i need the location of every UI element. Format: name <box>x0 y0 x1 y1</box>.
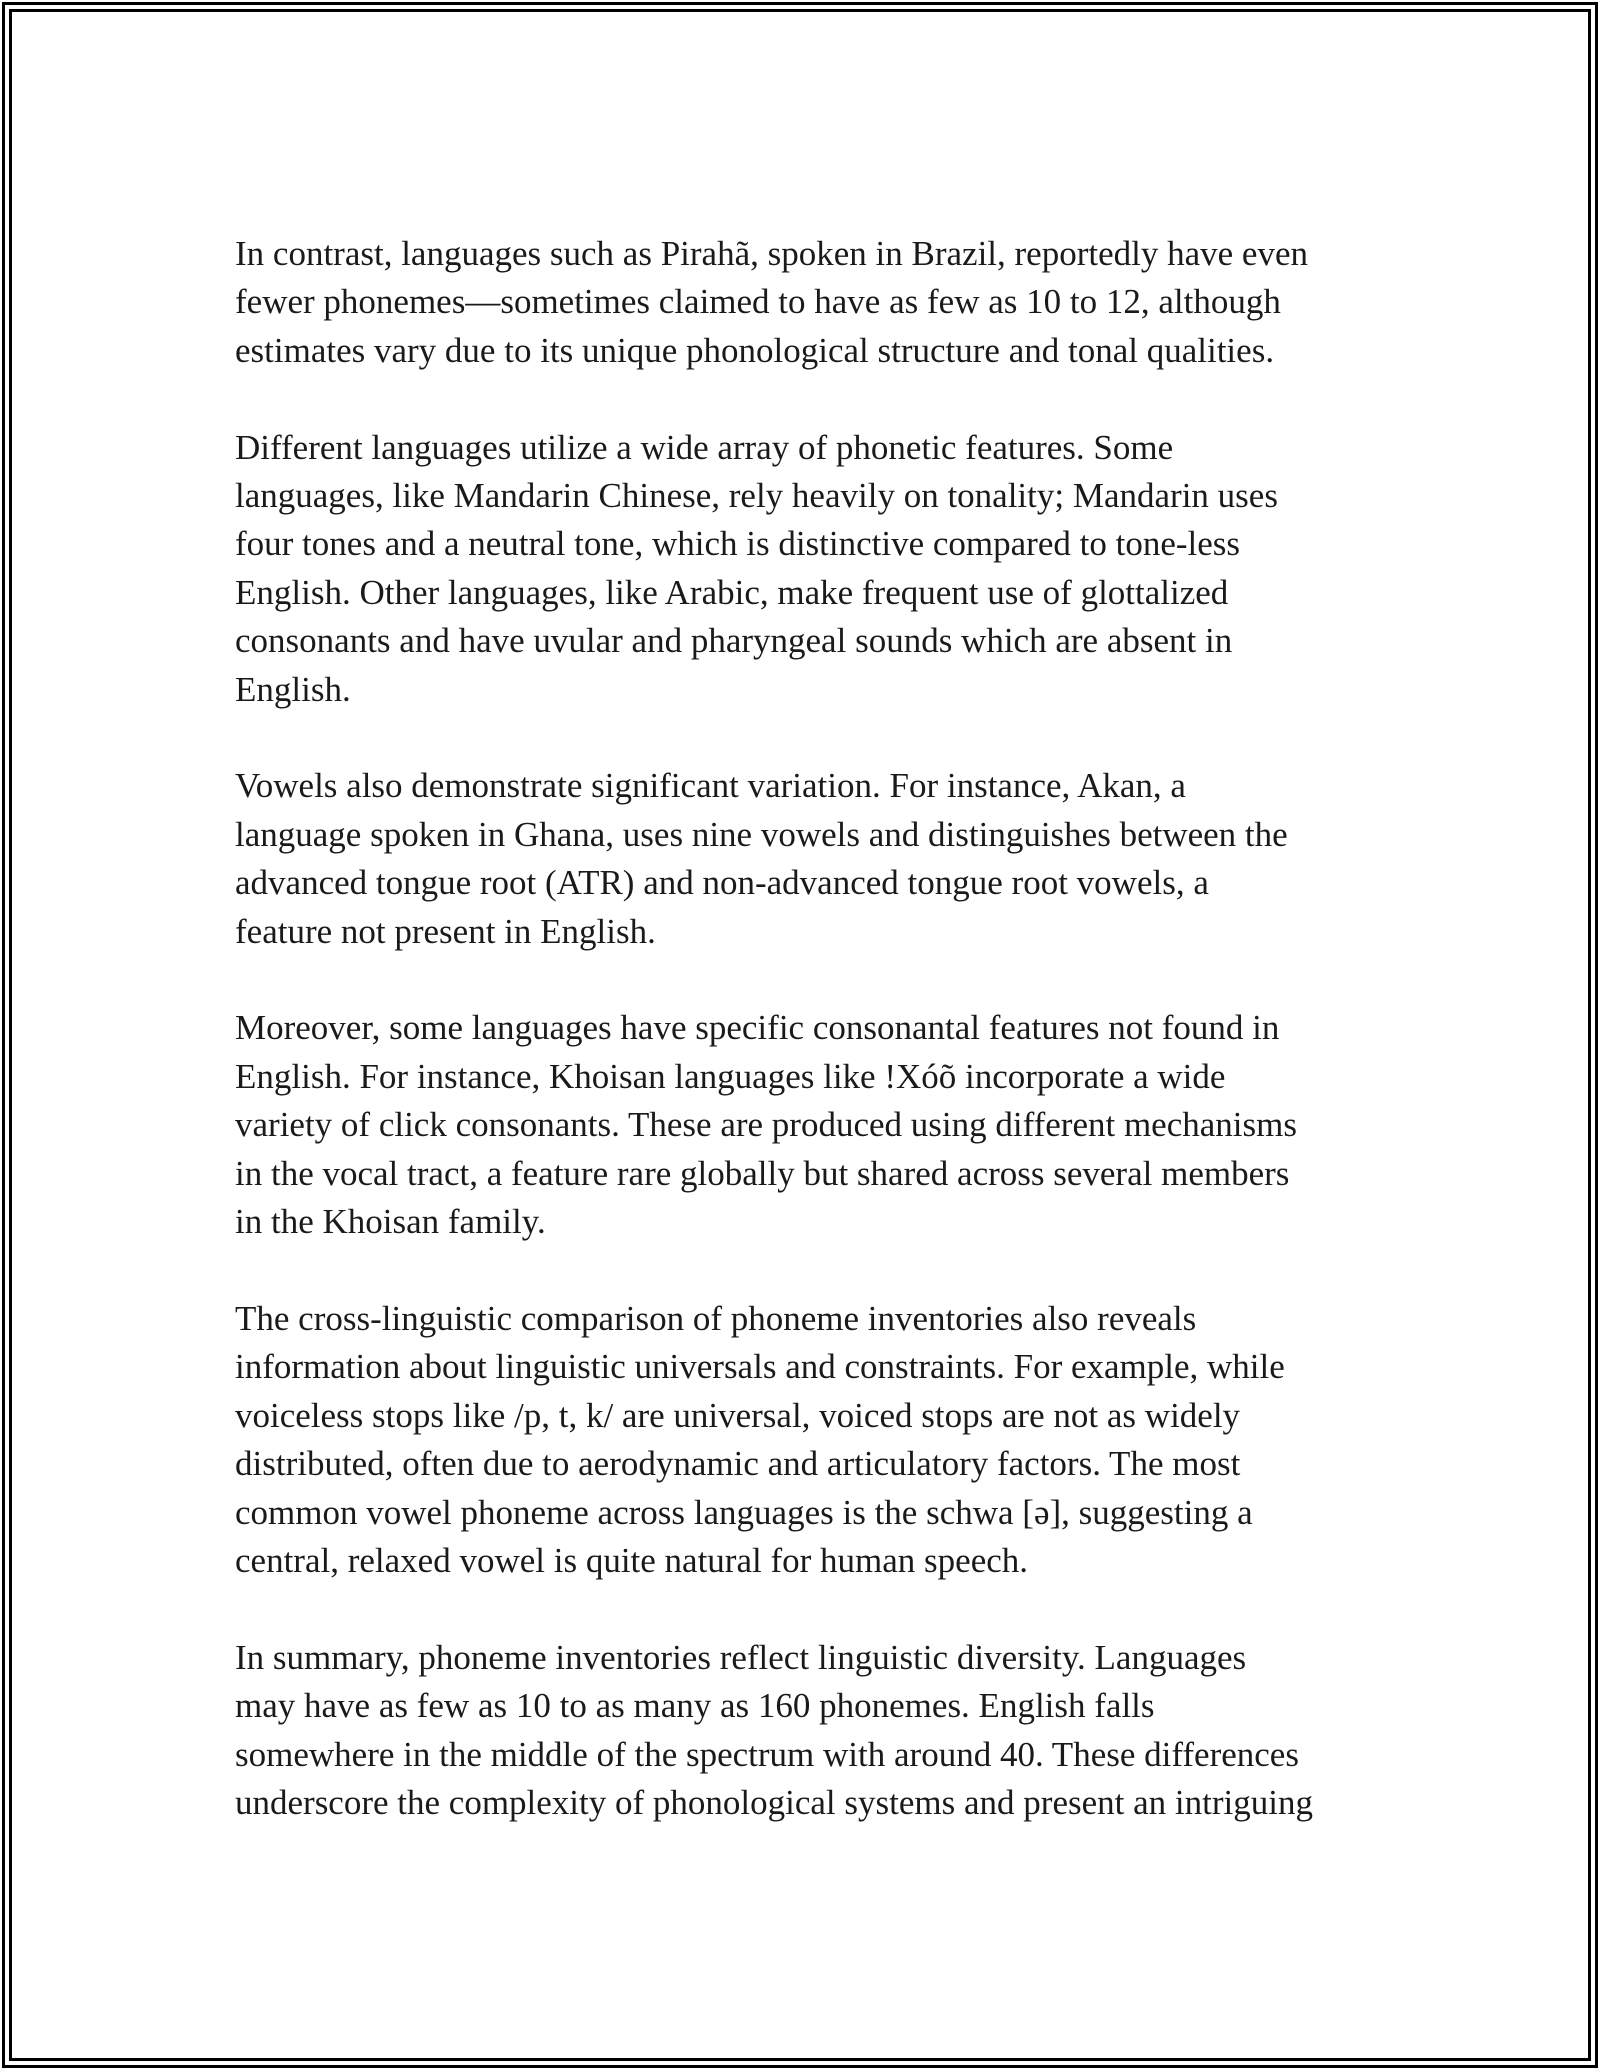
text-line: feature not present in English. <box>235 911 656 951</box>
text-line: in the Khoisan family. <box>235 1202 546 1242</box>
text-line: advanced tongue root (ATR) and non-advanced tongue root vowels, a <box>235 863 1209 903</box>
text-line: In contrast, languages such as Pirahã, spoken in Brazil, reportedly have even <box>235 234 1308 273</box>
text-line: common vowel phoneme across languages is the schwa [ə], suggesting a <box>235 1492 1253 1532</box>
paragraph-universals <box>235 1295 1375 1585</box>
text-line: language spoken in Ghana, uses nine vowels and distinguishes between the <box>235 814 1288 854</box>
text-line: voiceless stops like /p, t, k/ are universal, voiced stops are not as widely <box>235 1395 1241 1435</box>
text-line: The cross-linguistic comparison of phoneme inventories also reveals <box>235 1298 1197 1338</box>
paragraph-piraha <box>235 230 1375 375</box>
text-line: Moreover, some languages have specific consonantal features not found in <box>235 1008 1280 1048</box>
text-line: estimates vary due to its unique phonological structure and tonal qualities. <box>235 330 1275 370</box>
text-line: Different languages utilize a wide array of phonetic features. Some <box>235 427 1174 467</box>
text-line: English. <box>235 669 351 709</box>
text-line: languages, like Mandarin Chinese, rely heavily on tonality; Mandarin uses <box>235 476 1278 516</box>
text-line: somewhere in the middle of the spectrum with around 40. These differences <box>235 1734 1299 1774</box>
text-line: English. Other languages, like Arabic, make frequent use of glottalized <box>235 572 1229 612</box>
text-line: variety of click consonants. These are produced using different mechanisms <box>235 1105 1297 1145</box>
paragraph-vowels <box>235 762 1375 956</box>
document-body <box>235 230 1375 1827</box>
text-line: information about linguistic universals and constraints. For example, while <box>235 1347 1285 1387</box>
text-line: English. For instance, Khoisan languages like !Xóõ incorporate a wide <box>235 1056 1226 1096</box>
text-line: fewer phonemes—sometimes claimed to have as few as 10 to 12, although <box>235 282 1281 322</box>
text-line: consonants and have uvular and pharyngeal sounds which are absent in <box>235 621 1233 661</box>
text-line: in the vocal tract, a feature rare globally but shared across several members <box>235 1153 1290 1193</box>
text-line: In summary, phoneme inventories reflect linguistic diversity. Languages <box>235 1637 1247 1677</box>
text-line: central, relaxed vowel is quite natural for human speech. <box>235 1540 1029 1580</box>
paragraph-phonetic-features <box>235 424 1375 714</box>
paragraph-summary <box>235 1634 1375 1828</box>
text-line: Vowels also demonstrate significant variation. For instance, Akan, a <box>235 766 1186 806</box>
text-line: four tones and a neutral tone, which is distinctive compared to tone-less <box>235 524 1241 564</box>
paragraph-consonants <box>235 1004 1375 1246</box>
text-line: underscore the complexity of phonological systems and present an intriguing <box>235 1782 1313 1822</box>
text-line: may have as few as 10 to as many as 160 phonemes. English falls <box>235 1686 1155 1726</box>
text-line: distributed, often due to aerodynamic and articulatory factors. The most <box>235 1444 1241 1484</box>
